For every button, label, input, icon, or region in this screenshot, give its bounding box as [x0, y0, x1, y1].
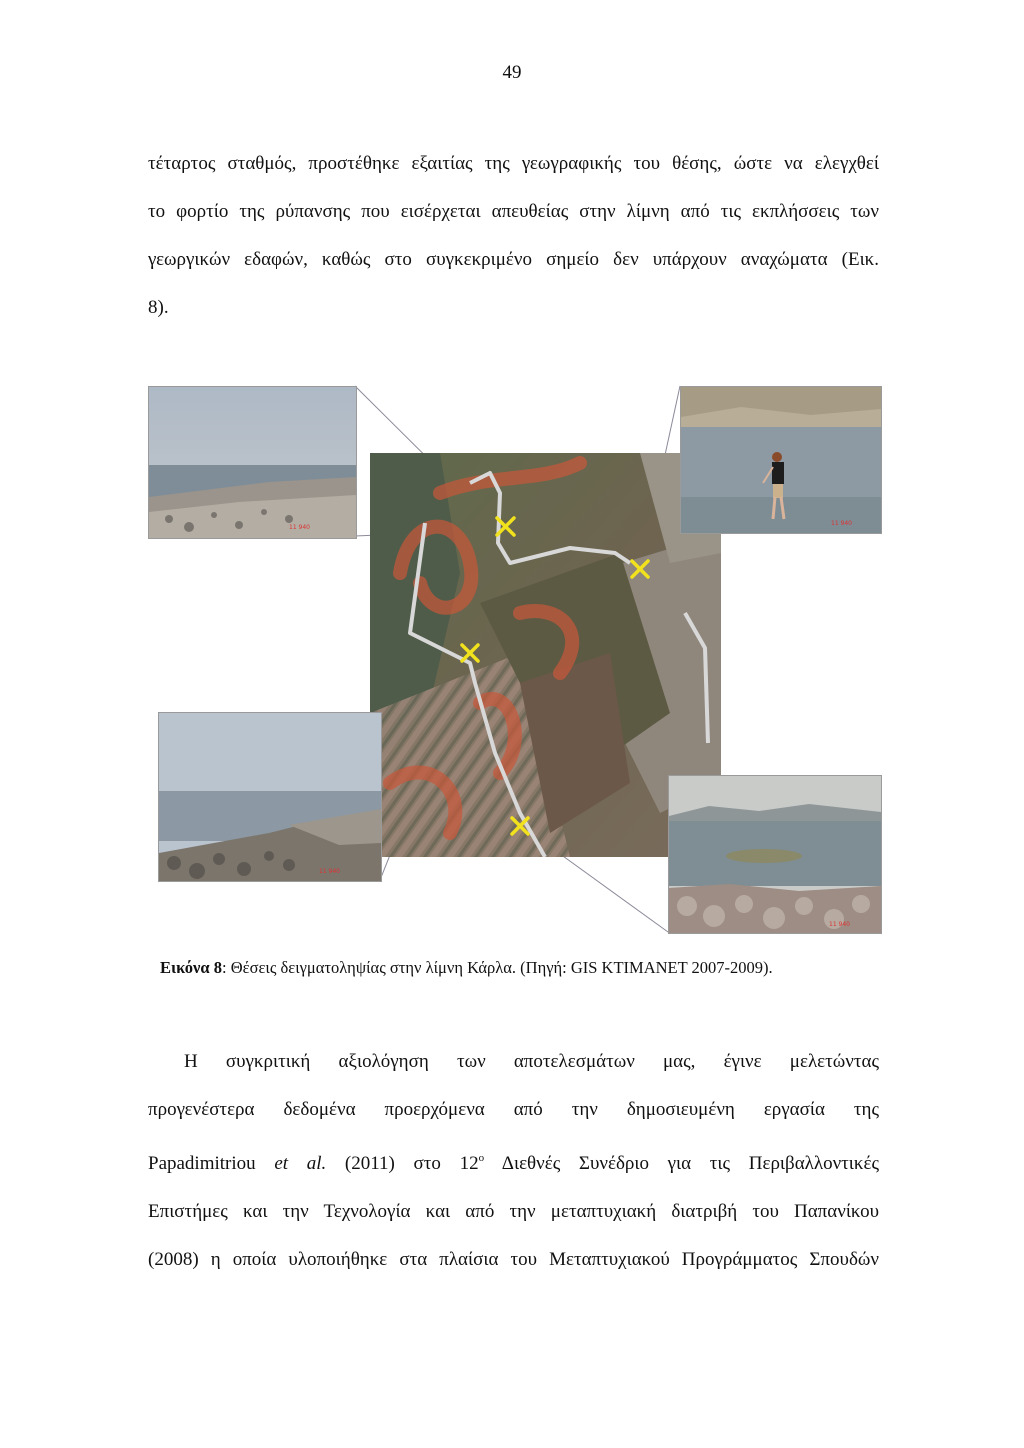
body-paragraph-2	[148, 1038, 879, 1284]
paragraph-line: (2008) η οποία υλοποιήθηκε στα πλαίσια του Μεταπτυχιακού Προγράμματος Σπουδών	[148, 1249, 879, 1270]
photo-station-2	[680, 386, 882, 534]
et-al-italic: et al.	[274, 1153, 327, 1174]
paragraph-line	[148, 1134, 879, 1188]
paragraph-line: γεωργικών εδαφών, καθώς στο συγκεκριμένο σημείο δεν υπάρχουν αναχώματα (Εικ.	[148, 249, 879, 270]
ordinal-superscript: ο	[478, 1152, 485, 1164]
paragraph-line: το φορτίο της ρύπανσης που εισέρχεται απευθείας στην λίμνη από τις εκπλήσσεις των	[148, 201, 879, 222]
photo-date-stamp: 11 940	[319, 868, 340, 875]
paragraph-line: προγενέστερα δεδομένα προερχόμενα από την δημοσιευμένη εργασία της	[148, 1099, 879, 1120]
citation-year: (2011) στο 12	[326, 1153, 479, 1174]
page-number: 49	[502, 62, 522, 83]
photo-station-3	[158, 712, 382, 882]
figure-caption	[160, 958, 773, 978]
paragraph-line: Επιστήμες και την Τεχνολογία και από την μεταπτυχιακή διατριβή του Παπανίκου	[148, 1201, 879, 1222]
paragraph-line: 8).	[148, 297, 169, 318]
paragraph-line: τέταρτος σταθμός, προστέθηκε εξαιτίας της γεωγραφικής του θέσης, ώστε να ελεγχθεί	[148, 153, 879, 174]
photo-station-1	[148, 386, 357, 539]
author-name: Papadimitriou	[148, 1153, 275, 1174]
caption-text: : Θέσεις δειγματοληψίας στην λίμνη Κάρλα. (Πηγή: GIS KTIMANET 2007-2009).	[222, 958, 773, 977]
conference-name: Διεθνές Συνέδριο για τις Περιβαλλοντικές	[484, 1153, 879, 1174]
paragraph-line: Η συγκριτική αξιολόγηση των αποτελεσμάτων μας, έγινε μελετώντας	[184, 1051, 879, 1072]
photo-date-stamp: 11 940	[831, 520, 852, 527]
photo-date-stamp: 11 940	[289, 524, 310, 531]
photo-date-stamp: 11 940	[829, 921, 850, 928]
caption-label: Εικόνα 8	[160, 958, 223, 977]
photo-station-4	[668, 775, 882, 934]
